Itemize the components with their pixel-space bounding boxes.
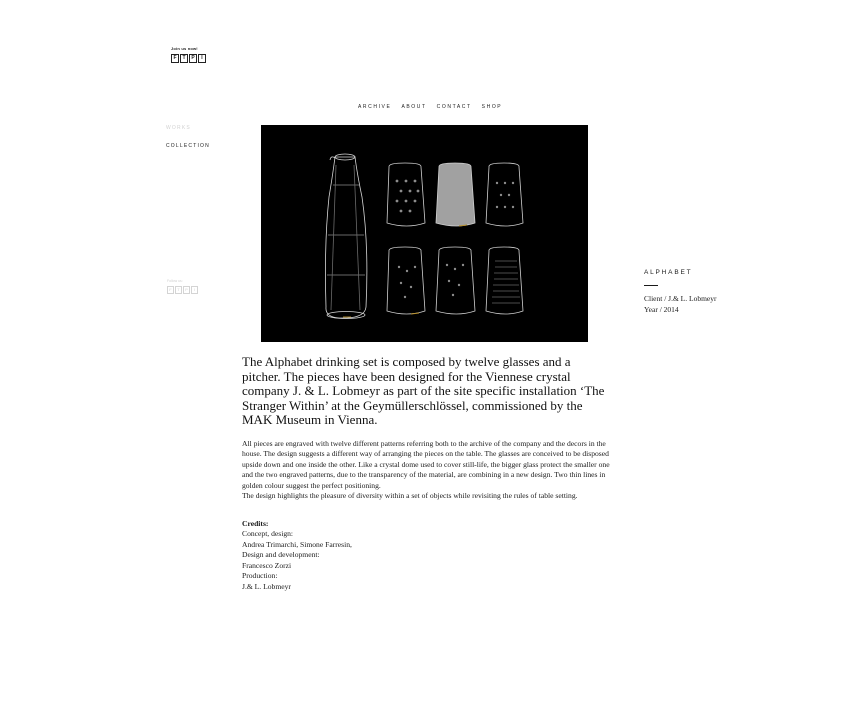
nav-contact[interactable]: CONTACT xyxy=(436,104,472,110)
project-description xyxy=(242,355,612,592)
instagram-icon[interactable]: I xyxy=(191,286,198,294)
glass-2 xyxy=(436,163,475,226)
body-text xyxy=(242,439,612,502)
body-paragraph: All pieces are engraved with twelve different patterns referring both to the archive of the company and the decors in the house. The design suggests a different way of arranging the pieces on the table. The glasses are conceived to be disposed upside down and one inside the other. Like a crystal dome used to cover still-life, the bigger glass protect the smaller one and the two engraved patterns, due to the transparency of the material, are combining in a new design. Two thin lines in golden colour suggest the perfect positioning. xyxy=(242,438,610,490)
join-us-label: Join us now! xyxy=(171,46,198,51)
pinterest-icon[interactable]: P xyxy=(189,54,197,63)
credits-line: J.& L. Lobmeyr xyxy=(242,581,291,591)
product-image xyxy=(261,125,588,342)
project-info xyxy=(644,268,764,315)
follow-us-block xyxy=(167,279,198,294)
twitter-icon[interactable]: T xyxy=(175,286,182,294)
follow-social-icons xyxy=(167,286,198,294)
instagram-icon[interactable]: I xyxy=(198,54,206,63)
menu-item-collection[interactable]: COLLECTION xyxy=(166,143,210,149)
pinterest-icon[interactable]: P xyxy=(183,286,190,294)
lead-paragraph: The Alphabet drinking set is composed by twelve glasses and a pitcher. The pieces have been designed for the Viennese crystal company J. & L. Lobmeyr as part of the site specific installation ‘The Stranger Within’ at the Geymüllerschlössel, commissioned by the MAK Museum in Vienna. xyxy=(242,354,605,427)
join-us-block xyxy=(171,46,206,63)
follow-us-label: Follow us: xyxy=(167,279,183,283)
credits-line: Andrea Trimarchi, Simone Farresin, xyxy=(242,539,352,549)
credits-line: Design and development: xyxy=(242,550,320,559)
project-client: Client / J.& L. Lobmeyr xyxy=(644,294,717,304)
credits-line: Francesco Zorzi xyxy=(242,560,292,570)
facebook-icon[interactable]: F xyxy=(167,286,174,294)
project-year: Year / 2014 xyxy=(644,305,679,315)
facebook-icon[interactable]: F xyxy=(171,54,179,63)
nav-shop[interactable]: SHOP xyxy=(481,104,503,110)
social-icons xyxy=(171,54,206,63)
credits-line: Concept, design: xyxy=(242,529,294,538)
top-navigation xyxy=(358,104,502,110)
credits-title: Credits: xyxy=(242,518,269,528)
twitter-icon[interactable]: T xyxy=(180,54,188,63)
left-menu xyxy=(166,125,210,149)
body-paragraph: The design highlights the pleasure of diversity within a set of objects while revisiting the rules of table setting. xyxy=(242,491,578,500)
project-title: ALPHABET xyxy=(644,269,693,276)
credits-block xyxy=(242,519,612,593)
glassware-illustration xyxy=(261,125,588,342)
nav-archive[interactable]: ARCHIVE xyxy=(358,104,392,110)
title-divider xyxy=(644,285,658,286)
credits-line: Production: xyxy=(242,571,278,580)
nav-about[interactable]: ABOUT xyxy=(401,104,427,110)
menu-item-works[interactable]: WORKS xyxy=(166,125,191,131)
